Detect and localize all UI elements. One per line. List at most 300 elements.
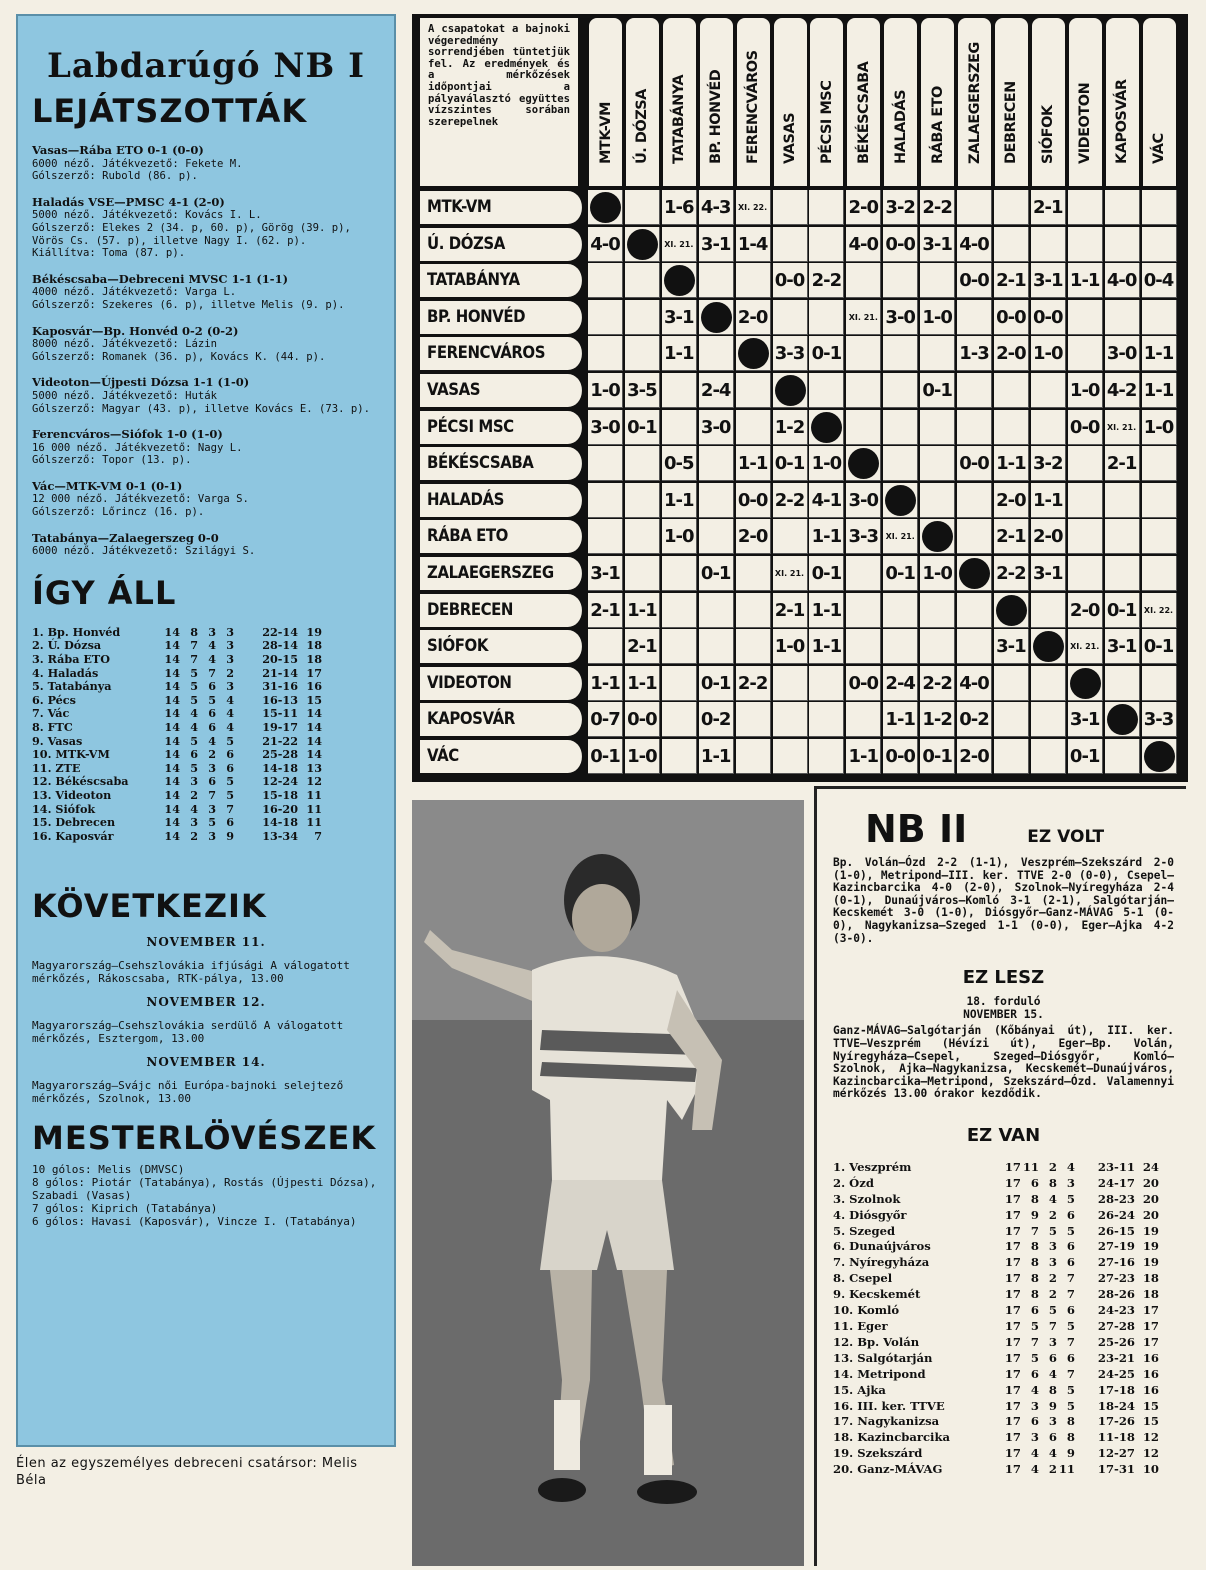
standings-row — [32, 721, 380, 735]
matrix-cell: 1-1 — [846, 739, 881, 774]
event-date: NOVEMBER 14. — [146, 1055, 266, 1070]
losses: 5 — [1066, 1318, 1075, 1333]
draws: 2 — [1048, 1207, 1057, 1222]
match-result — [32, 144, 380, 183]
matrix-cell — [1142, 446, 1177, 481]
matrix-cell — [920, 483, 955, 518]
matrix-cell — [957, 519, 992, 554]
points: 24 — [1142, 1159, 1159, 1174]
goals: 15-11 — [262, 706, 298, 721]
draws: 3 — [208, 624, 216, 639]
standings-row — [32, 816, 380, 830]
played: 14 — [164, 665, 180, 680]
goals: 27-28 — [1097, 1318, 1135, 1333]
matrix-cell — [1031, 410, 1066, 445]
match-detail: 12 000 néző. Játékvezető: Varga S. — [32, 493, 249, 506]
standings-row — [833, 1271, 1174, 1287]
draws: 7 — [1048, 1318, 1057, 1333]
losses: 6 — [226, 747, 234, 762]
matrix-cell — [773, 702, 808, 737]
matrix-cell — [809, 739, 844, 774]
matrix-cell — [699, 483, 734, 518]
points: 10 — [1142, 1462, 1159, 1477]
matrix-cell: 2-2 — [736, 666, 771, 701]
matrix-cell — [994, 666, 1029, 701]
team-name: 20. Ganz-MÁVAG — [833, 1462, 943, 1477]
team-name: 2. Ózd — [833, 1175, 874, 1190]
matrix-cell — [994, 373, 1029, 408]
losses: 4 — [226, 692, 234, 707]
goals: 27-16 — [1097, 1255, 1135, 1270]
draws: 4 — [208, 733, 216, 748]
losses: 6 — [1066, 1255, 1075, 1270]
points: 18 — [306, 652, 322, 667]
match-detail: 5000 néző. Játékvezető: Kovács I. L. — [32, 209, 262, 222]
matrix-cell — [846, 702, 881, 737]
matrix-cell — [699, 446, 734, 481]
self-match-dot — [738, 338, 769, 369]
matrix-cell — [773, 739, 808, 774]
matrix-cell: 4-0 — [588, 227, 623, 262]
matrix-cell: 1-1 — [809, 519, 844, 554]
matrix-cell — [883, 336, 918, 371]
standings-row — [833, 1399, 1174, 1415]
draws: 3 — [1048, 1414, 1057, 1429]
goals: 28-26 — [1097, 1287, 1135, 1302]
matrix-cell: 1-4 — [736, 227, 771, 262]
matrix-cell — [1105, 702, 1140, 737]
matrix-cell: 2-1 — [625, 629, 660, 664]
goals: 17-18 — [1097, 1382, 1135, 1397]
team-name: 8. FTC — [32, 720, 73, 734]
losses: 5 — [226, 733, 234, 748]
column-header-label: DEBRECEN — [1003, 81, 1020, 164]
matrix-cell — [625, 263, 660, 298]
goals: 17-26 — [1097, 1414, 1135, 1429]
matrix-cell — [994, 702, 1029, 737]
matrix-cell: 0-2 — [957, 702, 992, 737]
matrix-cell — [1068, 483, 1103, 518]
column-header — [1143, 18, 1176, 186]
will-heading: EZ LESZ — [962, 967, 1045, 989]
losses: 5 — [226, 787, 234, 802]
matrix-cell: 2-2 — [920, 190, 955, 225]
draws: 8 — [1048, 1175, 1057, 1190]
matrix-cell: 1-2 — [773, 410, 808, 445]
matrix-cell: 2-0 — [1068, 593, 1103, 628]
matrix-cell — [662, 593, 697, 628]
wins: 5 — [190, 760, 198, 775]
standings-row — [833, 1255, 1174, 1271]
row-label: VASAS — [420, 374, 582, 407]
matrix-cell: 0-2 — [699, 702, 734, 737]
matrix-cell — [662, 556, 697, 591]
match-result — [32, 428, 380, 467]
points: 16 — [1142, 1382, 1159, 1397]
match-detail: Gólszerző: Lőrincz (16. p). — [32, 506, 205, 519]
matrix-cell — [1031, 739, 1066, 774]
matrix-cell: 0-1 — [1068, 739, 1103, 774]
points: 13 — [306, 760, 322, 775]
matrix-cell — [846, 446, 881, 481]
team-name: 19. Szekszárd — [833, 1446, 923, 1461]
played: 17 — [1004, 1287, 1021, 1302]
matrix-cell: 1-1 — [883, 702, 918, 737]
column-header — [700, 18, 733, 186]
matrix-cell — [588, 263, 623, 298]
matrix-cell — [662, 739, 697, 774]
matrix-cell: 3-1 — [1068, 702, 1103, 737]
matrix-cell — [957, 410, 992, 445]
matrix-cell: 0-1 — [920, 739, 955, 774]
matrix-cell — [662, 702, 697, 737]
played: 17 — [1004, 1239, 1021, 1254]
draws: 4 — [208, 652, 216, 667]
matrix-cell: 0-1 — [588, 739, 623, 774]
draws: 3 — [1048, 1334, 1057, 1349]
points: 15 — [1142, 1414, 1159, 1429]
points: 12 — [1142, 1430, 1159, 1445]
goals: 14-18 — [262, 760, 298, 775]
standings-row — [833, 1303, 1174, 1319]
team-name: 12. Bp. Volán — [833, 1334, 920, 1349]
column-header — [626, 18, 659, 186]
wins: 6 — [1030, 1366, 1039, 1381]
matrix-cell: 4-0 — [846, 227, 881, 262]
matrix-cell: 3-0 — [699, 410, 734, 445]
column-header-label: RÁBA ETO — [929, 86, 946, 164]
match-headline: Vasas—Rába ETO 0-1 (0-0) — [32, 143, 204, 157]
losses: 8 — [1066, 1430, 1075, 1445]
draws: 2 — [1048, 1462, 1057, 1477]
losses: 5 — [1066, 1398, 1075, 1413]
next-events — [32, 935, 380, 1105]
matrix-cell — [773, 666, 808, 701]
matrix-cell: 3-3 — [846, 519, 881, 554]
matrix-cell: 0-1 — [809, 336, 844, 371]
scorers-heading: MESTERLÖVÉSZEK — [32, 1119, 377, 1158]
row-label: VIDEOTON — [420, 667, 582, 700]
matrix-cell — [588, 336, 623, 371]
points: 14 — [306, 747, 322, 762]
draws: 3 — [208, 828, 216, 843]
matrix-cell — [994, 227, 1029, 262]
matrix-cell: 4-0 — [957, 666, 992, 701]
team-name: 6. Dunaújváros — [833, 1239, 931, 1254]
team-name: 4. Diósgyőr — [833, 1207, 907, 1222]
matrix-cell — [773, 519, 808, 554]
wins: 4 — [1030, 1462, 1039, 1477]
match-headline: Kaposvár—Bp. Honvéd 0-2 (0-2) — [32, 323, 239, 338]
self-match-dot — [1107, 704, 1138, 735]
matrix-cell: 1-2 — [920, 702, 955, 737]
row-label: KAPOSVÁR — [420, 703, 582, 736]
goals: 25-28 — [262, 747, 298, 762]
matrix-cell — [625, 519, 660, 554]
column-header-label: TATABÁNYA — [671, 74, 688, 164]
standings-row — [32, 626, 380, 640]
standings-row — [833, 1287, 1174, 1303]
wins: 5 — [190, 665, 198, 680]
matrix-cell: 1-1 — [1142, 336, 1177, 371]
points: 14 — [306, 706, 322, 721]
points: 11 — [306, 815, 322, 830]
matrix-cell — [1142, 227, 1177, 262]
team-name: 14. Metripond — [833, 1366, 926, 1381]
team-name: 16. III. ker. TTVE — [833, 1398, 945, 1413]
losses: 9 — [1066, 1446, 1075, 1461]
losses: 4 — [226, 720, 234, 734]
matrix-cell — [625, 336, 660, 371]
wins: 3 — [190, 774, 198, 789]
wins: 5 — [190, 692, 198, 707]
matrix-cell: 3-1 — [1031, 263, 1066, 298]
matrix-cell: 0-1 — [1105, 593, 1140, 628]
matrix-cell: 3-1 — [1031, 556, 1066, 591]
standings-row — [833, 1192, 1174, 1208]
goals: 12-24 — [262, 774, 298, 789]
scorer-line: 6 gólos: Havasi (Kaposvár), Vincze I. (Tatabánya) — [32, 1215, 357, 1229]
draws: 6 — [1048, 1430, 1057, 1445]
event-text: Magyarország—Csehszlovákia ifjúsági A válogatott mérkőzés, Rákoscsaba, RTK-pálya, 13.00 — [32, 959, 350, 986]
matrix-cell — [1068, 300, 1103, 335]
row-label: SIÓFOK — [420, 630, 582, 663]
goals: 26-15 — [1097, 1223, 1135, 1238]
team-name: 10. MTK-VM — [32, 747, 110, 762]
matrix-cell — [662, 373, 697, 408]
standings-row — [32, 653, 380, 667]
match-result — [32, 376, 380, 415]
matrix-cell — [1105, 666, 1140, 701]
losses: 3 — [226, 638, 234, 653]
column-header — [1106, 18, 1139, 186]
event-date: NOVEMBER 12. — [146, 995, 266, 1010]
self-match-dot — [701, 302, 732, 333]
wins: 3 — [190, 815, 198, 830]
matrix-cell — [920, 593, 955, 628]
matrix-cell — [883, 410, 918, 445]
matrix-cell: 2-0 — [736, 300, 771, 335]
matrix-cell — [957, 483, 992, 518]
played: 14 — [164, 679, 180, 694]
nb2-title: NB II — [865, 807, 968, 851]
matrix-cell: 1-0 — [920, 300, 955, 335]
matrix-cell — [1142, 556, 1177, 591]
standings-row — [32, 762, 380, 776]
matrix-cell: 0-0 — [957, 446, 992, 481]
draws: 6 — [208, 774, 216, 789]
wins: 5 — [190, 679, 198, 694]
wins: 8 — [1030, 1239, 1039, 1254]
nb1-title: Labdarúgó NB I — [47, 46, 365, 86]
matrix-cell: 2-0 — [846, 190, 881, 225]
points: 18 — [306, 638, 322, 653]
matrix-cell — [736, 410, 771, 445]
wins: 4 — [190, 720, 198, 734]
match-headline: Tatabánya—Zalaegerszeg 0-0 — [32, 530, 219, 545]
match-detail: 5000 néző. Játékvezető: Huták — [32, 389, 217, 402]
played: 17 — [1004, 1318, 1021, 1333]
goals: 14-18 — [262, 815, 298, 830]
team-name: 14. Siófok — [32, 801, 96, 816]
points: 17 — [1142, 1318, 1159, 1333]
matrix-cell — [957, 190, 992, 225]
matrix-cell: 0-0 — [736, 483, 771, 518]
goals: 21-14 — [262, 665, 298, 680]
matrix-cell: 2-2 — [773, 483, 808, 518]
match-headline: Videoton—Újpesti Dózsa 1-1 (1-0) — [32, 375, 250, 390]
points: 14 — [306, 733, 322, 748]
team-name: 2. Ú. Dózsa — [32, 638, 102, 653]
played: 17 — [1004, 1462, 1021, 1477]
matrix-cell: 0-1 — [699, 556, 734, 591]
draws: 2 — [1048, 1271, 1057, 1286]
match-detail: 6000 néző. Játékvezető: Fekete M. — [32, 157, 243, 170]
matrix-cell: 0-7 — [588, 702, 623, 737]
column-header — [884, 18, 917, 186]
matrix-cell: 3-3 — [1142, 702, 1177, 737]
matrix-cell — [699, 336, 734, 371]
losses: 3 — [226, 624, 234, 639]
points: 17 — [1142, 1303, 1159, 1318]
match-detail: Kiállítva: Toma (87. p). — [32, 247, 186, 260]
wins: 7 — [190, 652, 198, 667]
matrix-cell — [846, 593, 881, 628]
draws: 5 — [208, 815, 216, 830]
column-header-label: PÉCSI MSC — [818, 80, 835, 164]
matrix-cell — [625, 446, 660, 481]
draws: 6 — [1048, 1350, 1057, 1365]
standings-row — [32, 830, 380, 844]
matrix-cell — [1031, 702, 1066, 737]
matrix-cell — [588, 629, 623, 664]
played: 17 — [1004, 1191, 1021, 1206]
losses: 5 — [1066, 1191, 1075, 1206]
matrix-cell: 1-1 — [1142, 373, 1177, 408]
standings-row — [32, 735, 380, 749]
goals: 16-13 — [262, 692, 298, 707]
matrix-cell: 1-3 — [957, 336, 992, 371]
points: 18 — [1142, 1287, 1159, 1302]
matrix-cell — [957, 593, 992, 628]
matrix-cell — [957, 300, 992, 335]
standings-row — [32, 748, 380, 762]
matrix-cell: 3-2 — [1031, 446, 1066, 481]
column-header — [589, 18, 622, 186]
match-headline: Vác—MTK-VM 0-1 (0-1) — [32, 478, 183, 493]
team-name: 11. ZTE — [32, 760, 81, 775]
match-headline: Haladás VSE—PMSC 4-1 (2-0) — [32, 194, 225, 209]
matrix-cell — [699, 300, 734, 335]
row-label: DEBRECEN — [420, 594, 582, 627]
match-result — [32, 196, 380, 260]
self-match-dot — [922, 521, 953, 552]
matrix-cell: 1-0 — [773, 629, 808, 664]
matrix-cell — [809, 410, 844, 445]
was-text: Bp. Volán—Ózd 2-2 (1-1), Veszprém—Szekszárd 2-0 (1-0), Metripond—III. ker. TTVE 2-0 (0-0), Csepel—Kazincbarcika 4-0 (2-0), Szolnok—Nyíregyháza 2-4 (0-1), Dunaújváros—Komló 3-1 (2-1), Salgótarján—Kecskemét 3-0 (1-0), Diósgyőr—Ganz-MÁVAG 5-1 (0-0), Nagykanizsa—Szeged 1-1 (0-0), Eger—Ajka 4-2 (3-0). — [833, 856, 1174, 945]
matrix-cell — [883, 446, 918, 481]
goals: 20-15 — [262, 652, 298, 667]
wins: 5 — [190, 733, 198, 748]
matrix-cell: 0-0 — [883, 739, 918, 774]
losses: 11 — [1058, 1462, 1075, 1477]
row-label: VÁC — [420, 740, 582, 773]
match-detail: Gólszerző: Szekeres (6. p), illetve Melis (9. p). — [32, 298, 345, 311]
wins: 7 — [190, 638, 198, 653]
matrix-cell — [625, 556, 660, 591]
row-label: Ú. DÓZSA — [420, 228, 582, 261]
matrix-cell: 1-0 — [920, 556, 955, 591]
match-headline: Ferencváros—Siófok 1-0 (1-0) — [32, 427, 223, 442]
team-name: 9. Vasas — [32, 733, 83, 748]
matrix-intro: A csapatokat a bajnoki végeredmény sorrendjében tüntetjük fel. Az eredmények és a mérkőzések időpontjai a pályaválasztó együttes vízszintes sorában szerepelnek — [420, 18, 578, 186]
matrix-cell: 2-0 — [957, 739, 992, 774]
matrix-cell — [883, 263, 918, 298]
matrix-cell: 1-1 — [809, 593, 844, 628]
matrix-cell — [1031, 666, 1066, 701]
wins: 5 — [1030, 1350, 1039, 1365]
row-label: BÉKÉSCSABA — [420, 447, 582, 480]
matrix-cell — [662, 666, 697, 701]
goals: 13-34 — [262, 828, 298, 843]
scorer-line: 10 gólos: Melis (DMVSC) — [32, 1163, 185, 1177]
team-name: 15. Ajka — [833, 1382, 886, 1397]
team-name: 17. Nagykanizsa — [833, 1414, 940, 1429]
team-name: 9. Kecskemét — [833, 1287, 921, 1302]
column-header — [847, 18, 880, 186]
losses: 7 — [226, 801, 234, 816]
standings-row — [32, 639, 380, 653]
goals: 21-22 — [262, 733, 298, 748]
goals: 24-17 — [1097, 1175, 1135, 1190]
standings-row — [833, 1160, 1174, 1176]
matrix-cell — [1068, 190, 1103, 225]
wins: 7 — [1030, 1334, 1039, 1349]
matrix-cell — [994, 190, 1029, 225]
matrix-cell — [625, 300, 660, 335]
matrix-cell — [736, 739, 771, 774]
losses: 3 — [226, 652, 234, 667]
column-header-label: FERENCVÁROS — [745, 50, 762, 164]
played: 14 — [164, 747, 180, 762]
matrix-cell — [625, 190, 660, 225]
match-detail: 6000 néző. Játékvezető: Szilágyi S. — [32, 545, 256, 558]
row-label: PÉCSI MSC — [420, 411, 582, 444]
matrix-cell — [957, 556, 992, 591]
matrix-cell: 3-1 — [699, 227, 734, 262]
matrix-cell — [920, 263, 955, 298]
matrix-cell: 0-0 — [625, 702, 660, 737]
matrix-cell — [1142, 483, 1177, 518]
matrix-cell: 1-6 — [662, 190, 697, 225]
column-header-label: MTK-VM — [597, 102, 614, 164]
matrix-cell — [1142, 666, 1177, 701]
matrix-cell — [736, 373, 771, 408]
standings-row — [32, 694, 380, 708]
matrix-cell: XI. 21. — [883, 519, 918, 554]
points: 14 — [306, 720, 322, 734]
column-header — [1032, 18, 1065, 186]
goals: 16-20 — [262, 801, 298, 816]
matrix-cell — [773, 227, 808, 262]
matrix-cell — [1105, 739, 1140, 774]
matrix-cell: 4-1 — [809, 483, 844, 518]
standings-row — [833, 1176, 1174, 1192]
played: 14 — [164, 624, 180, 639]
matrix-cell — [588, 190, 623, 225]
self-match-dot — [1070, 668, 1101, 699]
event-date: NOVEMBER 11. — [146, 935, 266, 950]
